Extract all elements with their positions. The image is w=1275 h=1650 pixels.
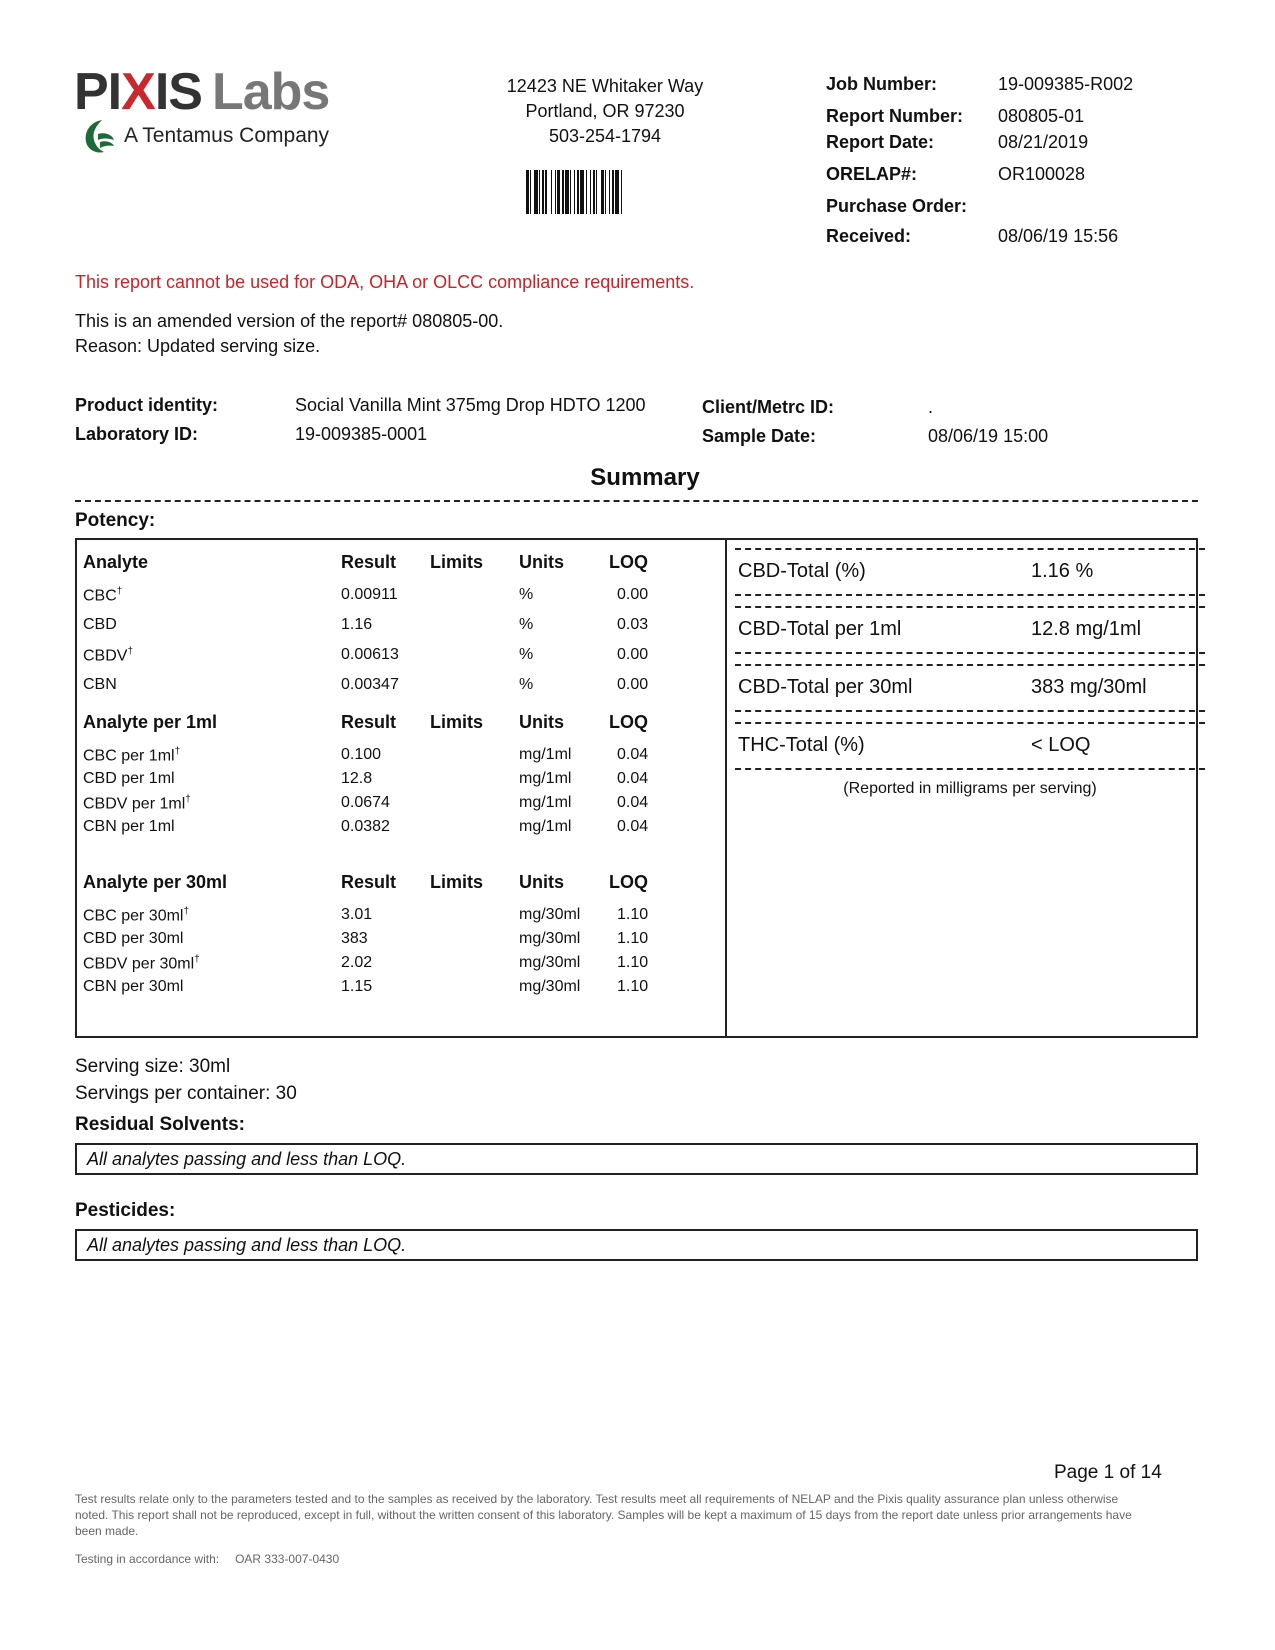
cell-text: % xyxy=(519,646,534,663)
cell-text: 1.16 xyxy=(341,616,373,633)
table-header: Result xyxy=(341,552,397,572)
table-cell-units xyxy=(519,954,580,972)
table-cell-result xyxy=(341,930,368,948)
sample-date-label: Sample Date: xyxy=(702,426,817,446)
table-cell-units xyxy=(519,770,571,788)
potency-tables xyxy=(77,540,727,1036)
table-header: Analyte xyxy=(83,552,149,572)
potency-totals xyxy=(727,540,1197,1036)
logo-tagline: A Tentamus Company xyxy=(124,124,330,147)
table-cell-units xyxy=(519,818,571,836)
table-cell-result xyxy=(341,646,399,664)
total-label: CBD-Total (%) xyxy=(738,560,866,582)
serving-size: Serving size: 30ml xyxy=(75,1056,231,1077)
logo-text-pi: PI xyxy=(74,63,122,121)
dashed-divider xyxy=(735,606,1205,608)
table-cell-units xyxy=(519,586,533,604)
cell-text: 2.02 xyxy=(341,954,373,971)
cell-text: 0.00 xyxy=(617,676,649,693)
logo-text-is: IS xyxy=(154,63,202,121)
table-header: Result xyxy=(341,712,397,732)
cell-text: mg/1ml xyxy=(519,770,572,787)
cell-text: CBN per 1ml xyxy=(83,818,175,835)
table-cell-result xyxy=(341,616,372,634)
table-cell-result xyxy=(341,770,372,788)
dashed-divider xyxy=(735,594,1205,596)
table-cell-loq xyxy=(617,586,648,604)
cell-text: 3.01 xyxy=(341,906,373,923)
total-row xyxy=(735,664,1205,710)
lab-address xyxy=(470,74,740,149)
dagger-mark: † xyxy=(183,906,190,917)
page-number: Page 1 of 14 xyxy=(1054,1462,1162,1483)
table-cell-loq xyxy=(617,676,648,694)
cell-text: CBN xyxy=(83,676,117,693)
accordance-value: OAR 333-007-0430 xyxy=(235,1552,340,1566)
logo-tagline-row xyxy=(82,118,329,154)
cell-text: % xyxy=(519,676,534,693)
servings-per-container: Servings per container: 30 xyxy=(75,1083,297,1104)
table-cell-result xyxy=(341,794,390,812)
client-id-label: Client/Metrc ID: xyxy=(702,397,835,417)
table-cell-analyte xyxy=(83,906,189,925)
summary-title: Summary xyxy=(590,464,700,491)
table-cell-loq xyxy=(617,646,648,664)
cell-text: 0.04 xyxy=(617,794,649,811)
total-label: CBD-Total per 30ml xyxy=(738,676,913,698)
address-phone: 503-254-1794 xyxy=(548,126,662,146)
testing-accordance xyxy=(75,1552,339,1566)
cell-text: CBD per 30ml xyxy=(83,930,184,947)
total-row xyxy=(735,548,1205,594)
table-cell-result xyxy=(341,906,372,924)
barcode-bar xyxy=(622,170,625,214)
potency-box xyxy=(75,538,1198,1038)
pesticides-result: All analytes passing and less than LOQ. xyxy=(75,1229,1198,1261)
table-header: Units xyxy=(519,552,564,572)
dagger-mark: † xyxy=(174,746,181,757)
table-cell-analyte xyxy=(83,954,200,973)
table-cell-loq xyxy=(617,818,648,836)
table-header: Analyte per 1ml xyxy=(83,712,218,732)
total-label: THC-Total (%) xyxy=(738,734,865,756)
lab-id-label: Laboratory ID: xyxy=(75,424,199,444)
cell-text: 0.03 xyxy=(617,616,649,633)
cell-text: 1.10 xyxy=(617,954,649,971)
total-label: CBD-Total per 1ml xyxy=(738,618,902,640)
cell-text: mg/30ml xyxy=(519,954,581,971)
table-cell-units xyxy=(519,616,533,634)
sample-date-value: 08/06/19 15:00 xyxy=(928,426,1049,446)
dashed-divider xyxy=(735,722,1205,724)
cell-text: 0.04 xyxy=(617,746,649,763)
table-cell-loq xyxy=(617,770,648,788)
total-row xyxy=(735,606,1205,652)
table-header: LOQ xyxy=(609,872,648,892)
barcode xyxy=(526,170,666,214)
potency-label: Potency: xyxy=(75,510,156,531)
table-cell-loq xyxy=(617,930,648,948)
summary-divider xyxy=(75,500,1198,502)
table-cell-analyte xyxy=(83,676,117,694)
cell-text: mg/30ml xyxy=(519,930,581,947)
table-cell-units xyxy=(519,646,533,664)
table-header: Result xyxy=(341,872,397,892)
product-identity-value: Social Vanilla Mint 375mg Drop HDTO 1200 xyxy=(295,395,646,415)
table-cell-result xyxy=(341,586,398,604)
cell-text: CBN per 30ml xyxy=(83,978,184,995)
cell-text: CBDV xyxy=(83,647,128,665)
table-header: Analyte per 30ml xyxy=(83,872,228,892)
table-cell-loq xyxy=(617,746,648,764)
table-cell-units xyxy=(519,794,571,812)
dagger-mark: † xyxy=(194,954,200,965)
dashed-divider xyxy=(735,768,1205,770)
table-header: Limits xyxy=(430,712,484,732)
dashed-divider xyxy=(735,664,1205,666)
table-cell-loq xyxy=(617,794,648,812)
cell-text: CBC xyxy=(83,587,117,605)
table-cell-loq xyxy=(617,954,648,972)
table-cell-result xyxy=(341,978,372,996)
cell-text: 0.0674 xyxy=(341,794,390,811)
serving-info xyxy=(75,1053,297,1107)
logo-text-labs: Labs xyxy=(211,63,330,121)
table-header: Limits xyxy=(430,872,484,892)
table-header: Limits xyxy=(430,552,484,572)
table-cell-analyte xyxy=(83,978,183,996)
cell-text: mg/1ml xyxy=(519,794,572,811)
cell-text: mg/1ml xyxy=(519,746,572,763)
lab-id-value: 19-009385-0001 xyxy=(295,424,428,444)
table-cell-analyte xyxy=(83,746,180,765)
table-header: Units xyxy=(519,872,564,892)
total-value: 1.16 % xyxy=(1031,560,1094,582)
cell-text: mg/1ml xyxy=(519,818,572,835)
table-cell-analyte xyxy=(83,818,175,836)
table-cell-loq xyxy=(617,978,648,996)
table-cell-analyte xyxy=(83,616,117,634)
cell-text: CBDV per 1ml xyxy=(83,795,186,813)
table-cell-loq xyxy=(617,906,648,924)
table-cell-units xyxy=(519,906,580,924)
dagger-mark: † xyxy=(185,794,191,805)
total-value: 12.8 mg/1ml xyxy=(1031,618,1142,640)
table-cell-result xyxy=(341,954,372,972)
table-cell-units xyxy=(519,930,580,948)
pesticides-label: Pesticides: xyxy=(75,1200,176,1221)
table-header: LOQ xyxy=(609,712,648,732)
cell-text: 0.100 xyxy=(341,746,382,763)
table-cell-units xyxy=(519,676,533,694)
amendment-notice xyxy=(75,309,503,359)
table-cell-loq xyxy=(617,616,648,634)
table-header: LOQ xyxy=(609,552,648,572)
cell-text: 0.04 xyxy=(617,770,649,787)
cell-text: % xyxy=(519,616,534,633)
company-logo xyxy=(74,63,330,121)
cell-text: 12.8 xyxy=(341,770,373,787)
cell-text: CBDV per 30ml xyxy=(83,955,195,973)
cell-text: 1.10 xyxy=(617,906,649,923)
table-cell-units xyxy=(519,978,580,996)
cell-text: CBC per 1ml xyxy=(83,747,175,765)
tentamus-leaf-icon xyxy=(82,118,118,154)
cell-text: 0.00 xyxy=(617,586,649,603)
cell-text: 1.10 xyxy=(617,930,649,947)
cell-text: 1.15 xyxy=(341,978,373,995)
table-cell-units xyxy=(519,746,571,764)
disclaimer: Test results relate only to the parameters tested and to the samples as received by the laboratory. Test results meet all requirements of NELAP and the Pixis quality assurance plan unless otherwise noted. This report shall not be reproduced, except in full, without the written consent of this laboratory. Samples will be kept a maximum of 15 days from the report date unless prior arrangements have been made. xyxy=(75,1492,1132,1538)
table-cell-analyte xyxy=(83,770,175,788)
client-id-value: . xyxy=(928,397,934,417)
compliance-warning: This report cannot be used for ODA, OHA or OLCC compliance requirements. xyxy=(75,272,695,292)
product-identity-label: Product identity: xyxy=(75,395,218,415)
logo-text-x: X xyxy=(121,63,155,121)
table-cell-result xyxy=(341,746,381,764)
cell-text: mg/30ml xyxy=(519,978,581,995)
cell-text: 0.00911 xyxy=(341,586,398,603)
table-cell-analyte xyxy=(83,646,133,665)
cell-text: CBD per 1ml xyxy=(83,770,175,787)
amended-text: This is an amended version of the report# 080805-00. xyxy=(75,311,504,331)
table-cell-analyte xyxy=(83,930,183,948)
cell-text: 0.00347 xyxy=(341,676,399,693)
dashed-divider xyxy=(735,652,1205,654)
dagger-mark: † xyxy=(116,586,123,597)
cell-text: mg/30ml xyxy=(519,906,581,923)
table-cell-analyte xyxy=(83,586,122,605)
total-value: < LOQ xyxy=(1031,734,1091,756)
address-city: Portland, OR 97230 xyxy=(525,101,685,121)
cell-text: 0.00 xyxy=(617,646,649,663)
dashed-divider xyxy=(735,548,1205,550)
cell-text: 0.0382 xyxy=(341,818,390,835)
total-row xyxy=(735,722,1205,768)
cell-text: 0.04 xyxy=(617,818,649,835)
cell-text: CBC per 30ml xyxy=(83,907,184,925)
table-header: Units xyxy=(519,712,564,732)
cell-text: 1.10 xyxy=(617,978,649,995)
cell-text: 383 xyxy=(341,930,368,947)
amend-reason: Reason: Updated serving size. xyxy=(75,336,321,356)
cell-text: 0.00613 xyxy=(341,646,399,663)
table-cell-result xyxy=(341,818,390,836)
cell-text: % xyxy=(519,586,534,603)
address-street: 12423 NE Whitaker Way xyxy=(506,76,704,96)
residual-solvents-result: All analytes passing and less than LOQ. xyxy=(75,1143,1198,1175)
cell-text: CBD xyxy=(83,616,117,633)
table-cell-analyte xyxy=(83,794,191,813)
totals-note: (Reported in milligrams per serving) xyxy=(843,780,1097,797)
residual-solvents-label: Residual Solvents: xyxy=(75,1114,245,1135)
table-cell-result xyxy=(341,676,399,694)
dashed-divider xyxy=(735,710,1205,712)
total-value: 383 mg/30ml xyxy=(1031,676,1147,698)
dagger-mark: † xyxy=(127,646,134,657)
accordance-label: Testing in accordance with: xyxy=(75,1552,220,1566)
